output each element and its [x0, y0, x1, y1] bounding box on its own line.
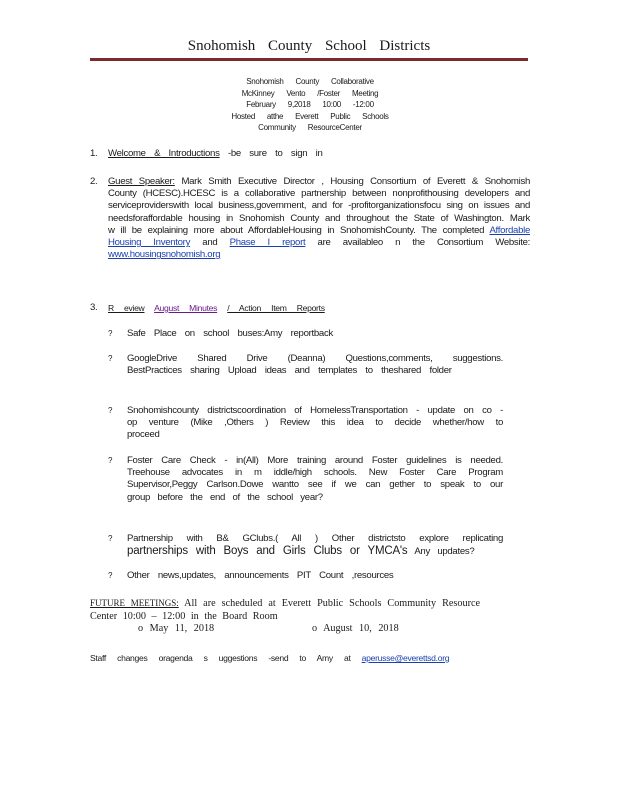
- email-link[interactable]: aperusse@everettsd.org: [361, 653, 450, 663]
- bullet-glyph: ?: [108, 354, 113, 363]
- list-item: [108, 353, 503, 393]
- list-item: [108, 570, 503, 584]
- meeting-date: o August 10, 2018: [312, 623, 399, 635]
- meta-line: February 9,2018 10:00 -12:00: [246, 100, 374, 110]
- affordable-housing-inventory-link[interactable]: Affordable Housing Inventory: [108, 224, 530, 249]
- staff-changes-note: [90, 653, 510, 663]
- agenda-item-2: [90, 176, 530, 286]
- meta-line: McKinney Vento /Foster Meeting: [241, 88, 379, 98]
- bullet-text: GoogleDrive Shared Drive (Deanna) Questions,comments, suggestions. BestPractices sharing Upload ideas and templates to theshared folder: [127, 353, 503, 377]
- meta-line: Community ResourceCenter: [258, 123, 362, 133]
- future-meetings: [90, 597, 480, 637]
- agenda-item-3: [90, 302, 530, 316]
- list-item: [108, 455, 503, 521]
- list-item: [108, 328, 503, 342]
- item-text: Mark Smith Executive Director , Housing Consortium of Everett & Snohomish County (HCESC).HCESC is a collaborative partnership between nonprofithousing developers and serviceproviderswith local business,government, and for -profitorganizationsfocu sing on issues and needsforaffordable housing in Snohomish County and throughout the State of Washington. Mark w ill be explaining more about AffordableHousing in SnohomishCounty. The completed: [108, 176, 530, 236]
- meeting-date: o May 11, 2018: [138, 623, 215, 635]
- bullet-glyph: ?: [108, 571, 113, 580]
- item-number: 1.: [90, 148, 98, 159]
- bullet-text: Other news,updates, announcements PIT Count ,resources: [127, 570, 394, 581]
- bullet-text: Safe Place on school buses:Amy reportback: [127, 328, 333, 339]
- item-label-action-reports: / Action Item Reports: [227, 303, 325, 313]
- bullet-glyph: ?: [108, 534, 113, 543]
- label-colon: :: [172, 176, 175, 187]
- bullet-text: [127, 533, 503, 558]
- bullet-glyph: ?: [108, 456, 113, 465]
- future-meetings-label: FUTURE MEETINGS:: [90, 598, 179, 608]
- conjunction-text: and: [190, 237, 230, 249]
- item-label: Guest Speaker: [108, 176, 173, 187]
- phase-i-report-link[interactable]: Phase I report: [229, 237, 306, 249]
- meta-line: Hosted atthe Everett Public Schools: [231, 111, 389, 121]
- agenda-item-1: [90, 148, 530, 162]
- bullet-glyph: ?: [108, 329, 113, 338]
- list-item: [108, 533, 503, 561]
- bullet-text-part: Partnership with B& GClubs.( All ) Other districtsto explore replicating: [127, 533, 503, 544]
- item-number: 3.: [90, 302, 98, 313]
- title-divider: [90, 58, 528, 61]
- item-label-august-minutes: August Minutes: [154, 303, 218, 313]
- future-meetings-paragraph: [90, 597, 480, 623]
- item-label: Welcome & Introductions: [108, 148, 220, 159]
- item-number: 2.: [90, 176, 98, 187]
- bullet-text-emphasis: partnerships with Boys and Girls Clubs or YMCA's: [127, 545, 408, 558]
- bullet-text-part: Any updates?: [407, 546, 475, 558]
- item-text-continued: are availableo n the Consortium Website:: [305, 237, 531, 249]
- bullet-text: Snohomishcounty districtscoordination of HomelessTransportation - update on co -op venture (Mike ,Others ) Review this idea to decide whether/how to proceed: [127, 405, 503, 441]
- meeting-info: [200, 76, 420, 134]
- page-title: Snohomish County School Districts: [187, 38, 431, 54]
- item-label-review: R eview: [108, 303, 145, 313]
- consortium-website-link[interactable]: www.housingsnohomish.org: [108, 249, 221, 261]
- staff-changes-text: Staff changes oragenda s uggestions -send to Amy at: [90, 653, 362, 663]
- item-text: -be sure to sign in: [219, 148, 323, 159]
- future-meetings-text: All are scheduled at Everett Public Schools Community Resource Center 10:00 – 12:00 in the Board Room: [90, 598, 481, 622]
- bullet-text: Foster Care Check - in(All) More training around Foster guidelines is needed. Treehouse advocates in m iddle/high schools. New Foster Care Program Supervisor,Peggy Carlson.Dowe wantto see if we can gether to speak to our group before the end of the school year?: [127, 455, 503, 503]
- bullet-glyph: ?: [108, 406, 113, 415]
- list-item: [108, 405, 503, 445]
- meta-line: Snohomish County Collaborative: [246, 77, 374, 86]
